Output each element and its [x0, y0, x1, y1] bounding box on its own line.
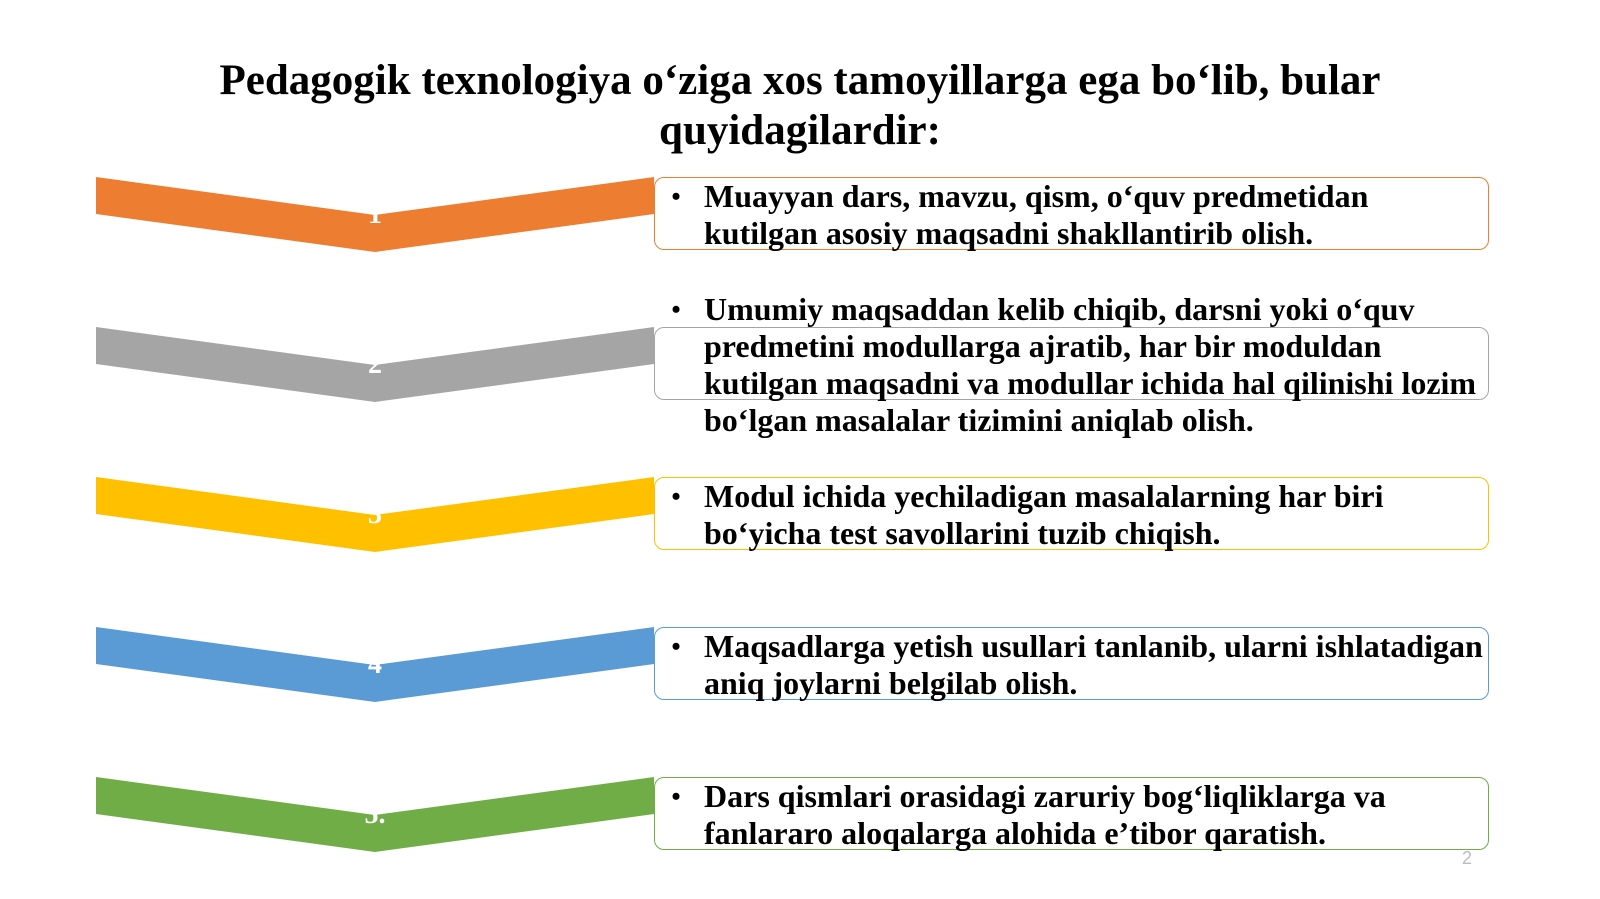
- chevron-step-4: [96, 627, 654, 702]
- bullet: •: [671, 632, 681, 661]
- slide-title: Pedagogik texnologiya o‘ziga xos tamoyillarga ega bo‘lib, bular quyidagilardir:: [219, 57, 1381, 154]
- bullet: •: [671, 182, 681, 211]
- chevron-step-3: [96, 477, 654, 552]
- item-text-1: [666, 178, 1486, 252]
- bullet: •: [671, 295, 681, 324]
- item-text: Muayyan dars, mavzu, qism, o‘quv predmetidan kutilgan asosiy maqsadni shakllantirib olish.: [704, 178, 1369, 251]
- page-number: 2: [1462, 848, 1473, 868]
- bullet: •: [671, 482, 681, 511]
- item-text-3: [666, 478, 1486, 552]
- item-text: Umumiy maqsaddan kelib chiqib, darsni yoki o‘quv predmetini modullarga ajratib, har bir moduldan kutilgan maqsadni va modullar ichida hal qilinishi lozim bo‘lgan masalalar tizimini aniqlab olish.: [704, 291, 1477, 438]
- chevron-step-1: [96, 177, 654, 252]
- item-text: Modul ichida yechiladigan masalalarning har biri bo‘yicha test savollarini tuzib chiqish.: [704, 478, 1384, 551]
- item-text-5: [666, 778, 1486, 852]
- item-text: Maqsadlarga yetish usullari tanlanib, ularni ishlatadigan aniq joylarni belgilab olish.: [704, 628, 1483, 701]
- chevron-step-5: [96, 777, 654, 852]
- step-number: 3: [368, 499, 382, 530]
- step-number: 4: [368, 649, 382, 680]
- chevron-step-2: [96, 327, 654, 402]
- step-number: 5.: [364, 799, 386, 830]
- item-text-2: [666, 291, 1486, 439]
- bullet: •: [671, 782, 681, 811]
- step-number: 1: [368, 199, 382, 230]
- step-number: 2: [368, 349, 382, 380]
- item-text: Dars qismlari orasidagi zaruriy bog‘liqliklarga va fanlararo aloqalarga alohida e’tibor qaratish.: [704, 778, 1386, 851]
- item-text-4: [666, 628, 1486, 702]
